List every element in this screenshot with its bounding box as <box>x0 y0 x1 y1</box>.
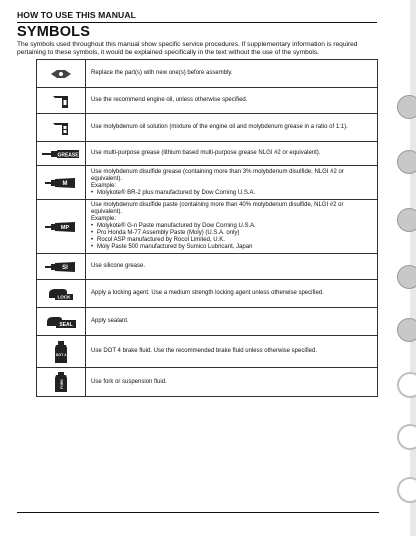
index-tab <box>397 95 416 119</box>
index-tab <box>397 208 416 232</box>
sealant-icon <box>37 308 86 335</box>
moly-oil-can-icon <box>37 114 86 141</box>
symbol-row-grease <box>37 142 377 166</box>
replace-parts-icon <box>37 60 86 87</box>
moly-grease-tube-icon <box>37 166 86 199</box>
index-tab <box>397 477 416 503</box>
dot4-label: DOT 4 <box>55 352 67 357</box>
moly-paste-label: MP <box>60 224 70 231</box>
symbol-text: Use molybdenum disulfide grease (containing more than 3% molybdenum disulfide, NLGI #2 or equivalent). <box>91 168 344 182</box>
symbol-row-engine-oil <box>37 88 377 114</box>
example-item: • Rocol ASP manufactured by Rocol Limited, U.K. <box>91 237 372 244</box>
symbol-text: Use the recommend engine oil, unless otherwise specified. <box>91 97 248 103</box>
symbol-row-moly-grease <box>37 166 377 200</box>
fork-label: FORK <box>60 379 64 389</box>
symbol-text: Use multi-purpose grease (lithium based multi-purpose grease NLGI #2 or equivalent). <box>91 150 321 156</box>
symbol-text: Apply a locking agent. Use a medium strength locking agent unless otherwise specified. <box>91 290 324 296</box>
engine-oil-can-icon <box>37 88 86 113</box>
seal-label: SEAL <box>59 321 73 328</box>
page-title: SYMBOLS <box>17 24 91 40</box>
symbol-row-replace <box>37 60 377 88</box>
symbol-text: Apply sealant. <box>91 318 129 324</box>
example-label: Example: <box>91 182 117 189</box>
moly-paste-tube-icon <box>37 200 86 253</box>
index-tab <box>397 424 416 450</box>
index-tab <box>397 318 416 342</box>
symbol-text: Use molybdenum oil solution (mixture of the engine oil and molybdenum grease in a ratio of 1:1). <box>91 124 348 130</box>
grease-label: GREASE <box>57 151 79 158</box>
symbol-text: Use fork or suspension fluid. <box>91 378 167 385</box>
symbols-table <box>36 59 378 397</box>
symbol-row-fork-fluid <box>37 368 377 396</box>
lock-label: LOCK <box>57 294 71 300</box>
index-tab <box>397 372 416 398</box>
locking-agent-icon <box>37 280 86 307</box>
example-item: • Molykote® BR-2 plus manufactured by Dow Corning U.S.A. <box>91 190 372 197</box>
index-tab <box>397 150 416 174</box>
symbol-row-moly-oil <box>37 114 377 142</box>
brake-fluid-bottle-icon <box>37 336 86 367</box>
symbol-row-sealant <box>37 308 377 336</box>
intro-paragraph: The symbols used throughout this manual show specific service procedures. If supplementary information is required pertaining to these symbols, it would be explained specifically in the text without the use of the symbols. <box>17 41 358 56</box>
footer-rule <box>17 512 379 513</box>
grease-gun-icon <box>37 142 86 165</box>
symbol-row-silicone <box>37 254 377 280</box>
symbol-row-locking-agent <box>37 280 377 308</box>
example-item: • Moly Paste 500 manufactured by Sumico Lubricant, Japan <box>91 244 372 251</box>
symbol-row-brake-fluid <box>37 336 377 368</box>
fork-fluid-bottle-icon <box>37 368 86 396</box>
index-tab <box>397 265 416 289</box>
silicone-grease-tube-icon <box>37 254 86 279</box>
symbol-text: Use molybdenum disulfide paste (containing more than 40% molybdenum disulfide, NLGI #2 or equivalent). <box>91 202 344 215</box>
symbol-text: Replace the part(s) with new one(s) before assembly. <box>91 70 233 76</box>
moly-grease-label: M <box>62 180 68 187</box>
example-item: • Pro Honda M-77 Assembly Paste (Moly) (U.S.A. only) <box>91 230 372 237</box>
symbol-text: Use DOT 4 brake fluid. Use the recommended brake fluid unless otherwise specified. <box>91 348 317 354</box>
silicone-label: SI <box>62 264 68 271</box>
symbol-row-moly-paste <box>37 200 377 254</box>
section-header: HOW TO USE THIS MANUAL <box>17 10 377 23</box>
example-label: Example: <box>91 216 117 222</box>
example-item: • Molykote® G-n Paste manufactured by Dow Corning U.S.A. <box>91 223 372 230</box>
symbol-text: Use silicone grease. <box>91 263 146 269</box>
